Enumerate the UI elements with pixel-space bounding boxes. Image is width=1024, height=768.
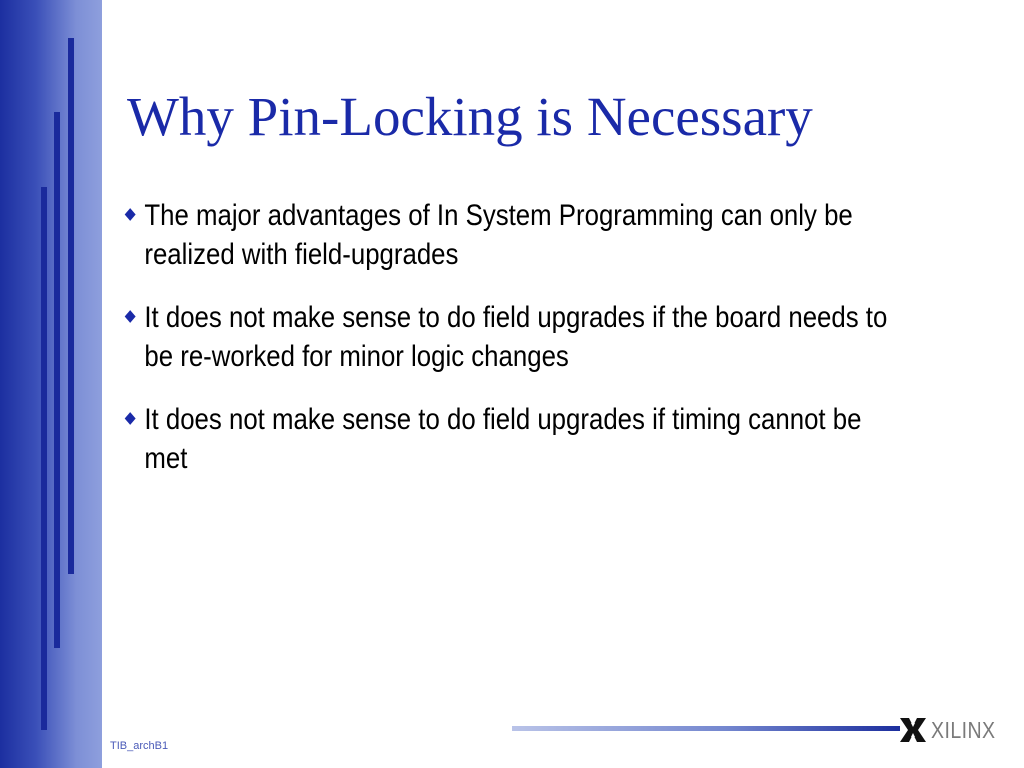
xilinx-mark-icon [898,715,928,745]
xilinx-logo [898,714,1007,746]
bullet-text: The major advantages of In System Programming can only be realized with field-upgrades [144,199,853,271]
diamond-bullet-icon [125,412,136,425]
footer-divider [512,726,900,731]
sidebar-vertical-line [41,187,47,730]
bullet-item [122,298,901,376]
bullet-item [122,400,901,478]
footer-label: TIB_archB1 [110,740,169,752]
sidebar-vertical-line [54,112,60,648]
sidebar-gradient [0,0,102,768]
bullet-text: It does not make sense to do field upgrades if the board needs to be re-worked for minor logic changes [144,301,888,373]
slide-title: Why Pin-Locking is Necessary [127,86,813,147]
diamond-bullet-icon [125,208,136,221]
diamond-bullet-icon [125,310,136,323]
bullet-text: It does not make sense to do field upgrades if timing cannot be met [144,403,862,475]
logo-text: XILINX [931,716,996,743]
bullet-item [122,196,901,274]
sidebar-vertical-line [68,38,74,574]
bullet-list [122,196,888,502]
